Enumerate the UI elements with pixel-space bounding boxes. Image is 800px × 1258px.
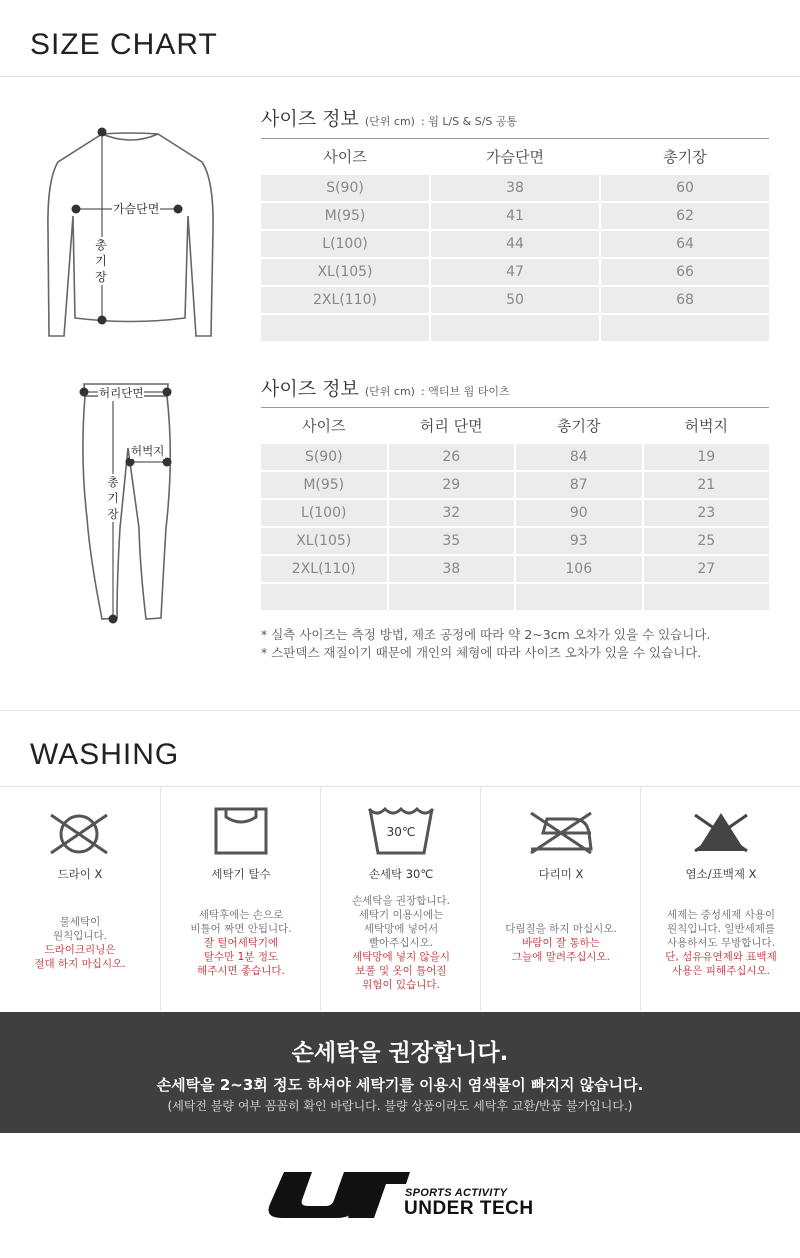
wash-label: 다리미 X bbox=[538, 867, 584, 881]
table-cell: 29 bbox=[442, 477, 461, 493]
table-cell: 84 bbox=[569, 449, 588, 465]
wash-desc-line: 세탁망에 넣어서 bbox=[363, 923, 439, 935]
bottom-garment-diagram bbox=[70, 378, 180, 628]
wash-desc-line: 원칙입니다. 일반세제를 bbox=[666, 923, 776, 935]
table-cell: 2XL(110) bbox=[291, 561, 356, 577]
top-length-label: 총 기 장 bbox=[95, 238, 107, 284]
table-header-cell: 사이즈 bbox=[302, 417, 346, 435]
wash-desc-line: 탈수만 1분 정도 bbox=[203, 951, 279, 963]
table-cell: 26 bbox=[442, 449, 461, 465]
table-cell: 23 bbox=[697, 505, 716, 521]
table-cell: 90 bbox=[569, 505, 588, 521]
no-dry-clean-icon bbox=[48, 809, 110, 859]
table-cell: 47 bbox=[506, 264, 524, 280]
table-cell: 106 bbox=[565, 561, 593, 577]
table-cell: 50 bbox=[506, 292, 524, 308]
wash-desc-line: 세제는 중성세제 사용이 bbox=[666, 909, 776, 921]
wash-item-bleach bbox=[640, 787, 800, 1011]
table-cell: 38 bbox=[442, 561, 461, 577]
table-cell: 64 bbox=[676, 236, 694, 252]
table-cell: 60 bbox=[676, 180, 694, 196]
wash-desc-line: 보풀 및 옷이 틀어질 bbox=[355, 965, 447, 977]
wash-label: 염소/표백제 X bbox=[685, 867, 757, 881]
wash-label: 세탁기 탈수 bbox=[211, 867, 271, 881]
wash-desc bbox=[8, 915, 152, 971]
table-cell: 87 bbox=[569, 477, 588, 493]
table-cell: 62 bbox=[676, 208, 694, 224]
wash-item-hand-wash bbox=[320, 787, 481, 1011]
table-header-cell: 허리 단면 bbox=[419, 417, 483, 435]
table-cell: L(100) bbox=[301, 505, 347, 521]
table-cell: 66 bbox=[676, 264, 694, 280]
table-cell: S(90) bbox=[326, 180, 364, 196]
wash-desc-line: 세탁기 이용시에는 bbox=[358, 909, 444, 921]
wash-desc bbox=[169, 908, 313, 978]
banner-heading: 손세탁을 권장합니다. bbox=[291, 1040, 509, 1066]
table2-title: 사이즈 정보 (단위 cm) : 액티브 웜 타이츠 bbox=[261, 378, 510, 400]
wash-label: 손세탁 30℃ bbox=[368, 867, 434, 881]
washing-title: WASHING bbox=[30, 738, 180, 771]
brand-name: UNDER TECH bbox=[404, 1198, 534, 1219]
table-cell: 93 bbox=[569, 533, 588, 549]
note-line: * 실측 사이즈는 측정 방법, 제조 공정에 따라 약 2~3cm 오차가 있을 수 있습니다. bbox=[261, 627, 711, 642]
table-cell: 44 bbox=[506, 236, 524, 252]
table-cell: XL(105) bbox=[317, 264, 373, 280]
brand-tagline: SPORTS ACTIVITY bbox=[405, 1187, 508, 1199]
top-garment-diagram bbox=[30, 120, 230, 345]
wash-desc-line: 사용은 피해주십시오. bbox=[672, 965, 770, 977]
no-bleach-icon bbox=[691, 809, 751, 855]
table1-rule bbox=[261, 138, 769, 139]
no-spin-dry-icon bbox=[214, 807, 268, 855]
table-cell: 19 bbox=[697, 449, 716, 465]
table-cell: 41 bbox=[506, 208, 524, 224]
wash-desc-line: 물세탁이 bbox=[59, 916, 101, 928]
ut-logo-icon bbox=[262, 1168, 412, 1220]
wash-desc-line: 드라이크리닝은 bbox=[44, 944, 116, 956]
table-header-cell: 허벅지 bbox=[684, 417, 728, 435]
table-cell: 32 bbox=[442, 505, 461, 521]
wash-desc-line: 단, 섬유유연제와 표백제 bbox=[665, 951, 777, 963]
wash-desc-line: 세탁후에는 손으로 bbox=[198, 909, 284, 921]
waist-label: 허리단면 bbox=[99, 386, 144, 400]
table-cell: 38 bbox=[506, 180, 524, 196]
wash-label: 드라이 X bbox=[57, 867, 103, 881]
wash-desc-line: 손세탁을 권장합니다. bbox=[352, 895, 450, 907]
table-header-cell: 사이즈 bbox=[323, 148, 367, 166]
wash-desc-line: 다림질을 하지 마십시오. bbox=[505, 923, 617, 935]
wash-desc-line: 비틀어 짜면 안됩니다. bbox=[190, 923, 292, 935]
table-cell: 2XL(110) bbox=[313, 292, 377, 308]
wash-item-iron bbox=[480, 787, 641, 1011]
wash-temp-text: 30℃ bbox=[386, 825, 416, 839]
wash-desc-line: 세탁망에 넣지 않을시 bbox=[352, 951, 450, 963]
table1-title: 사이즈 정보 (단위 cm) : 웜 L/S & S/S 공통 bbox=[261, 108, 518, 130]
table-cell: M(95) bbox=[324, 208, 366, 224]
wash-item-spin bbox=[160, 787, 321, 1011]
wash-desc-line: 절대 하지 마십시오. bbox=[34, 958, 126, 970]
chest-label: 가슴단면 bbox=[113, 202, 160, 216]
wash-desc-line: 사용하셔도 무방합니다. bbox=[666, 937, 776, 949]
banner-line1: 손세탁을 2~3회 정도 하셔야 세탁기를 이용시 염색물이 빠지지 않습니다. bbox=[156, 1076, 644, 1094]
table-cell: 35 bbox=[442, 533, 461, 549]
wash-desc-line: 그늘에 말려주십시오. bbox=[512, 951, 610, 963]
size-chart-title: SIZE CHART bbox=[30, 28, 218, 61]
wash-desc-line: 원칙입니다. bbox=[52, 930, 108, 942]
table-header-cell: 가슴단면 bbox=[486, 148, 544, 166]
wash-desc-line: 위험이 있습니다. bbox=[362, 979, 440, 991]
table-cell: L(100) bbox=[322, 236, 368, 252]
table-header-cell: 총기장 bbox=[663, 148, 707, 166]
table-cell: 25 bbox=[697, 533, 716, 549]
thigh-label: 허벅지 bbox=[131, 444, 165, 458]
size-table-top bbox=[261, 142, 769, 342]
wash-desc bbox=[649, 908, 793, 978]
wash-desc bbox=[329, 894, 473, 992]
table-cell: S(90) bbox=[304, 449, 343, 465]
table-cell: 21 bbox=[697, 477, 716, 493]
size-notes bbox=[261, 626, 710, 662]
wash-desc bbox=[489, 922, 633, 964]
wash-desc-line: 빨아주십시오. bbox=[368, 937, 434, 949]
table2-rule bbox=[261, 407, 769, 408]
note-line: * 스판덱스 재질이기 때문에 개인의 체형에 따라 사이즈 오차가 있을 수 있습니다. bbox=[261, 645, 702, 660]
size-table-bottom bbox=[261, 411, 769, 611]
no-iron-icon bbox=[527, 809, 595, 855]
wash-item-dry-clean bbox=[0, 787, 160, 1011]
table-cell: 68 bbox=[676, 292, 694, 308]
table-cell: XL(105) bbox=[296, 533, 352, 549]
wash-desc-line: 해주시면 좋습니다. bbox=[197, 965, 285, 977]
wash-desc-line: 바람이 잘 통하는 bbox=[522, 937, 600, 949]
wash-desc-line: 잘 털어세탁기에 bbox=[203, 937, 279, 949]
table-cell: M(95) bbox=[303, 477, 345, 493]
hand-wash-banner bbox=[0, 1012, 800, 1133]
table-header-cell: 총기장 bbox=[557, 417, 601, 435]
banner-line2: (세탁전 불량 여부 꼼꼼히 확인 바랍니다. 불량 상품이라도 세탁후 교환/반품 불가입니다.) bbox=[167, 1099, 633, 1113]
bottom-length-label: 총 기 장 bbox=[107, 475, 119, 521]
table-cell: 27 bbox=[697, 561, 716, 577]
